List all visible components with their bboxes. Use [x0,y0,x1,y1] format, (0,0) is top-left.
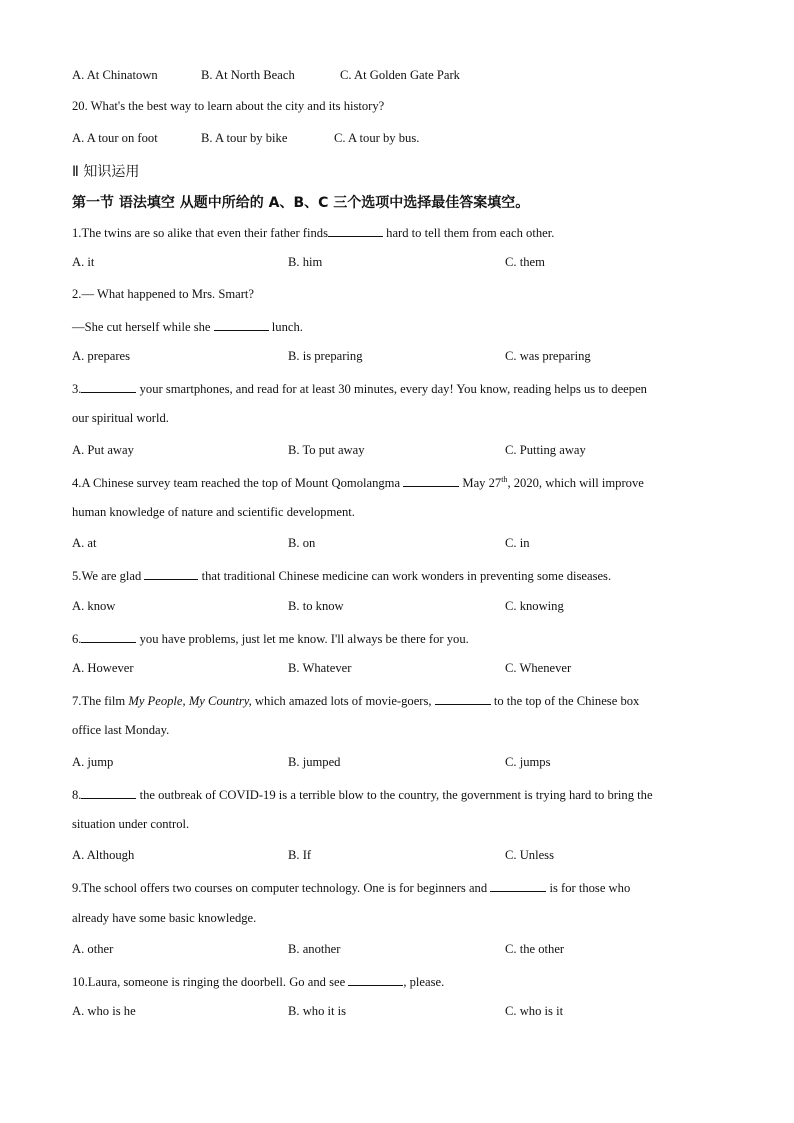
q8-text-after: the outbreak of COVID-19 is a terrible blow to the country, the government is trying hard to bring the [136,788,653,802]
q10-blank[interactable] [348,973,403,986]
q4-text-after: , 2020, which will improve [507,476,644,490]
q8-option-c[interactable]: C. Unless [505,848,554,862]
q3-option-a[interactable]: A. Put away [72,443,134,457]
q5-option-b[interactable]: B. to know [288,599,344,613]
q10-text-before: Laura, someone is ringing the doorbell. Go and see [87,975,349,989]
section-heading: Ⅱ 知识运用 [72,164,140,180]
q10-number: 10. [72,975,88,989]
q4-blank[interactable] [403,474,459,487]
q3-option-b[interactable]: B. To put away [288,443,365,457]
q9-blank[interactable] [490,879,546,892]
q19-option-a: A. At Chinatown [72,68,158,82]
q9-option-a[interactable]: A. other [72,942,114,956]
q7-film-title: My People, My Country, [128,694,252,708]
q5-option-c[interactable]: C. knowing [505,599,564,613]
q5-number: 5. [72,569,82,583]
q7-blank[interactable] [435,692,491,705]
q20-option-c: C. A tour by bus. [334,131,420,145]
q10-option-c[interactable]: C. who is it [505,1004,564,1018]
q4-stem [72,474,644,491]
q3-option-c[interactable]: C. Putting away [505,443,586,457]
q1-number: 1. [72,226,82,240]
q7-text-before: The film [81,694,129,708]
q3-blank[interactable] [81,380,136,393]
q20-stem: 20. What's the best way to learn about the city and its history? [72,99,385,113]
q2-stem-line1 [72,287,254,302]
q2-line2-after: lunch. [268,320,303,334]
q8-option-b[interactable]: B. If [288,848,312,862]
q4-number: 4. [72,476,82,490]
q9-number: 9. [72,881,82,895]
q3-stem-line2: our spiritual world. [72,411,169,425]
q4-option-a[interactable]: A. at [72,536,97,550]
q7-number: 7. [72,694,82,708]
q6-option-b[interactable]: B. Whatever [288,661,352,675]
q10-option-b[interactable]: B. who it is [288,1004,347,1018]
q5-text-after: that traditional Chinese medicine can work wonders in preventing some diseases. [198,569,612,583]
q3-number: 3. [72,382,82,396]
q1-blank[interactable] [328,224,383,237]
q1-stem [72,224,554,241]
q8-stem-line2: situation under control. [72,817,190,831]
q1-text-before: The twins are so alike that even their father finds [81,226,328,240]
q9-stem [72,879,630,896]
q6-stem [72,630,469,647]
q5-stem [72,567,611,584]
q4-text-before: A Chinese survey team reached the top of Mount Qomolangma [81,476,404,490]
q2-line1: — What happened to Mrs. Smart? [81,287,254,301]
q20-option-b: B. A tour by bike [201,131,288,145]
q6-option-a[interactable]: A. However [72,661,134,675]
q2-option-c[interactable]: C. was preparing [505,349,591,363]
q3-stem [72,380,647,397]
q4-date-suffix: th [501,474,508,484]
q10-option-a[interactable]: A. who is he [72,1004,136,1018]
q5-text-before: We are glad [81,569,145,583]
q8-stem [72,786,653,803]
q4-date: May 27 [459,476,502,490]
q9-option-c[interactable]: C. the other [505,942,565,956]
q6-text-after: you have problems, just let me know. I'll always be there for you. [136,632,469,646]
q2-stem-line2 [72,318,303,335]
q5-blank[interactable] [144,567,198,580]
q2-number: 2. [72,287,82,301]
q6-number: 6. [72,632,82,646]
q1-option-c[interactable]: C. them [505,255,545,269]
q9-text-before: The school offers two courses on computer technology. One is for beginners and [81,881,491,895]
q5-option-a[interactable]: A. know [72,599,116,613]
q19-option-c: C. At Golden Gate Park [340,68,460,82]
q2-blank[interactable] [214,318,269,331]
q7-stem [72,692,639,709]
q7-option-a[interactable]: A. jump [72,755,114,769]
q19-option-b: B. At North Beach [201,68,295,82]
q8-option-a[interactable]: A. Although [72,848,135,862]
q2-option-b[interactable]: B. is preparing [288,349,363,363]
q20-option-a: A. A tour on foot [72,131,158,145]
q9-option-b[interactable]: B. another [288,942,341,956]
q9-stem-line2: already have some basic knowledge. [72,911,257,925]
q1-option-b[interactable]: B. him [288,255,323,269]
q10-stem [72,973,444,990]
q6-option-c[interactable]: C. Whenever [505,661,572,675]
subsection-heading: 第一节 语法填空 从题中所给的 A、B、C 三个选项中选择最佳答案填空。 [72,195,530,211]
q10-text-after: , please. [403,975,445,989]
q2-option-a[interactable]: A. prepares [72,349,131,363]
q7-option-c[interactable]: C. jumps [505,755,551,769]
q7-text-after: to the top of the Chinese box [490,694,640,708]
q4-option-c[interactable]: C. in [505,536,530,550]
q8-blank[interactable] [81,786,136,799]
q4-option-b[interactable]: B. on [288,536,316,550]
q7-stem-line2: office last Monday. [72,723,170,737]
q6-blank[interactable] [81,630,136,643]
q1-text-after: hard to tell them from each other. [383,226,555,240]
q2-line2-before: —She cut herself while she [72,320,214,334]
q9-text-after: is for those who [546,881,631,895]
q7-option-b[interactable]: B. jumped [288,755,341,769]
q3-text-after: your smartphones, and read for at least 30 minutes, every day! You know, reading helps us to deepen [136,382,647,396]
q1-option-a[interactable]: A. it [72,255,95,269]
q7-text-middle: which amazed lots of movie-goers, [251,694,435,708]
q4-stem-line2: human knowledge of nature and scientific development. [72,505,355,519]
q8-number: 8. [72,788,82,802]
